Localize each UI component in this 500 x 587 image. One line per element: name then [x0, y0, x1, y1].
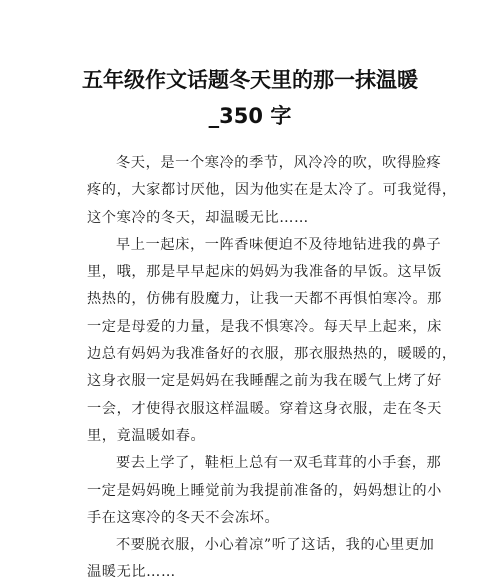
essay-line: 温暖无比……: [87, 564, 176, 581]
essay-line: 这个寒冷的冬天，却温暖无比……: [87, 209, 309, 226]
essay-line: 不要脱衣服，小心着凉”听了这话，我的心里更加: [116, 537, 435, 554]
essay-line: 一定是妈妈晚上睡觉前为我提前准备的，妈妈想让的小: [87, 482, 442, 499]
essay-line: 一定是母爱的力量，是我不惧寒冷。每天早上起来，床: [87, 318, 442, 335]
essay-line: 里，哦，那是早早起床的妈妈为我准备的早饭。这早饭: [87, 264, 442, 281]
essay-line: 这身衣服一定是妈妈在我睡醒之前为我在暖气上烤了好: [87, 373, 442, 390]
essay-line: 手在这寒冷的冬天不会冻坏。: [87, 509, 280, 526]
essay-line: 里，竟温暖如春。: [87, 427, 206, 444]
essay-line: 疼的，大家都讨厌他，因为他实在是太冷了。可我觉得，: [87, 182, 457, 199]
essay-line: 一会，才使得衣服这样温暖。穿着这身衣服，走在冬天: [87, 400, 442, 417]
essay-line: 冬天，是一个寒冷的季节，风冷冷的吹，吹得脸疼: [116, 155, 442, 171]
title-line-2: _350 字: [208, 104, 292, 128]
essay-line: 边总有妈妈为我准备好的衣服，那衣服热热的，暖暖的，: [87, 346, 457, 363]
page-title: [0, 62, 500, 134]
essay-line: 热热的，仿佛有股魔力，让我一天都不再惧怕寒冷。那: [87, 291, 442, 308]
essay-line: 要去上学了，鞋柜上总有一双毛茸茸的小手套，那: [116, 455, 442, 472]
essay-body: [87, 150, 457, 587]
essay-line: 早上一起床，一阵香味便迫不及待地钻进我的鼻子: [116, 236, 442, 253]
title-line-1: 五年级作文话题冬天里的那一抹温暖: [82, 68, 418, 92]
